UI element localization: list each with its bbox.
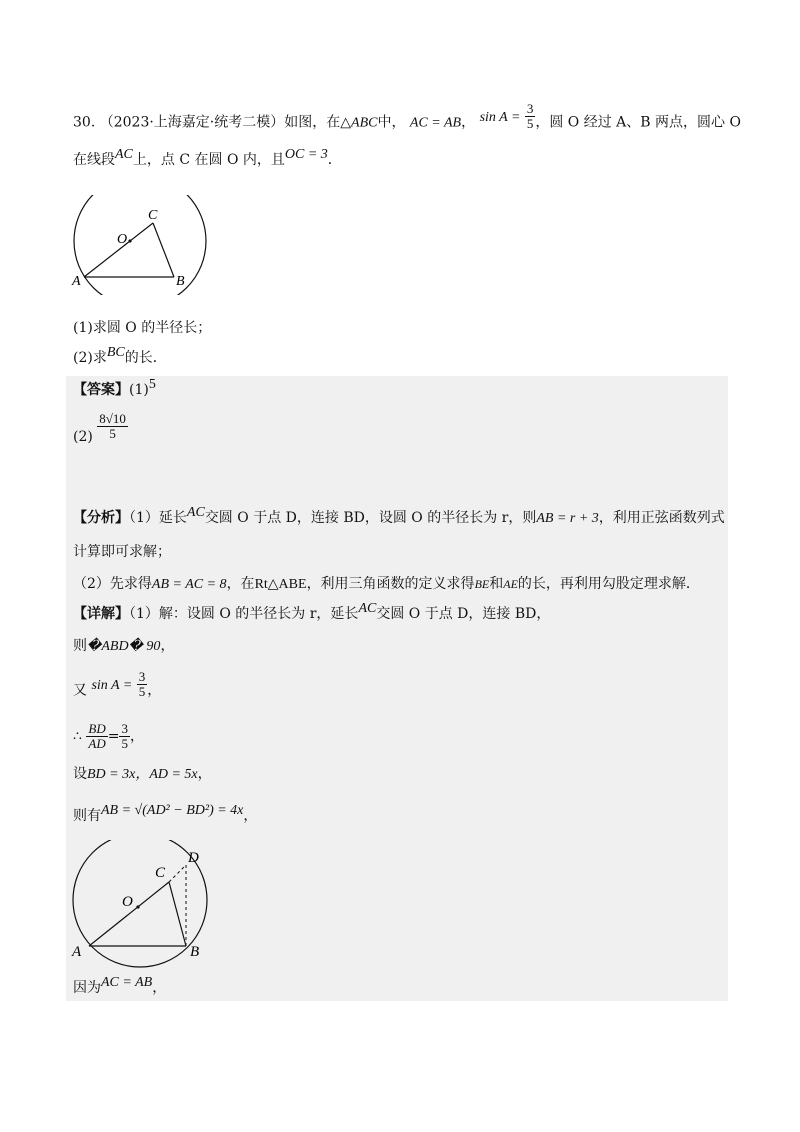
detail-line-2: 则�ABD� 90，	[73, 638, 175, 654]
detail-line-6: 则有AB = √(AD² − BD²) = 4x，	[73, 803, 258, 824]
detail-line-3: 又 sin A = $\frac{3}{5}$ ，	[73, 669, 162, 699]
detail-tag: 【详解】	[73, 606, 129, 622]
figure-circle-triangle-extended	[62, 840, 222, 970]
answer-line-2: (2) $\frac{8√10}{5}$	[73, 411, 126, 445]
circle-o-2	[73, 840, 207, 967]
label-a-2: A	[72, 944, 82, 960]
detail-line-7: 因为AC = AB，	[73, 975, 167, 996]
label-o-2: O	[122, 894, 133, 910]
analysis-tag: 【分析】	[73, 510, 129, 526]
segment-ac-2	[89, 882, 169, 946]
detail-line-1: 【详解】（1）解：设圆 O 的半径长为 r，延长AC交圆 O 于点 D，连接 BD，	[73, 601, 551, 622]
sin-a-fraction: $\frac{3}{5}$	[526, 101, 534, 131]
label-b: B	[176, 274, 185, 289]
three-fifths-fraction: $\frac{3}{5}$	[121, 721, 128, 751]
label-c-2: C	[155, 865, 166, 881]
problem-source: （2023·上海嘉定·统考二模）	[99, 114, 285, 131]
detail-line-5: 设BD = 3x，AD = 5x，	[73, 766, 212, 782]
analysis-line-2: 计算即可求解；	[73, 544, 171, 560]
answer-2-fraction: $\frac{8√10}{5}$	[99, 411, 126, 441]
label-a: A	[72, 274, 81, 289]
question-1: (1)求圆 O 的半径长；	[73, 320, 212, 336]
circle-o	[74, 195, 206, 295]
point-o-2	[136, 905, 139, 908]
label-c: C	[148, 208, 158, 223]
figure-circle-triangle	[62, 195, 222, 295]
label-o: O	[117, 232, 128, 247]
analysis-line-3: （2）先求得AB = AC = 8，在Rt△ABE，利用三角函数的定义求得BE和AE的长，再利用勾股定理求解．	[73, 576, 700, 592]
problem-number: 30.	[73, 114, 96, 131]
segment-cb-2	[169, 882, 186, 946]
problem-line-2: 在线段AC上，点 C 在圆 O 内，且OC = 3．	[73, 147, 342, 168]
point-o	[128, 239, 131, 242]
detail-sin-fraction: $\frac{3}{5}$	[138, 669, 146, 699]
bd-ad-fraction: $\frac{BD}{AD}$	[88, 721, 106, 751]
question-2: (2)求BC的长．	[73, 345, 167, 366]
segment-cb	[153, 223, 174, 277]
segment-cd-dashed	[169, 865, 186, 882]
label-b-2: B	[190, 944, 200, 960]
label-d-2: D	[188, 850, 199, 866]
analysis-line-1: 【分析】（1）延长AC交圆 O 于点 D，连接 BD，设圆 O 的半径长为 r，则AB = r + 3，利用正弦函数列式	[73, 505, 725, 526]
problem-line-1: 30. （2023·上海嘉定·统考二模）如图，在△ABC中， AC = AB， sin A = $\frac{3}{5}$ ，圆 O 经过 A、B 两点，圆心 O	[73, 101, 741, 131]
answer-tag: 【答案】	[73, 382, 129, 398]
detail-line-4: ∴ $\frac{BD}{AD}$ = $\frac{3}{5}$ ，	[73, 721, 144, 751]
answer-line-1: 【答案】(1)5	[73, 377, 156, 398]
